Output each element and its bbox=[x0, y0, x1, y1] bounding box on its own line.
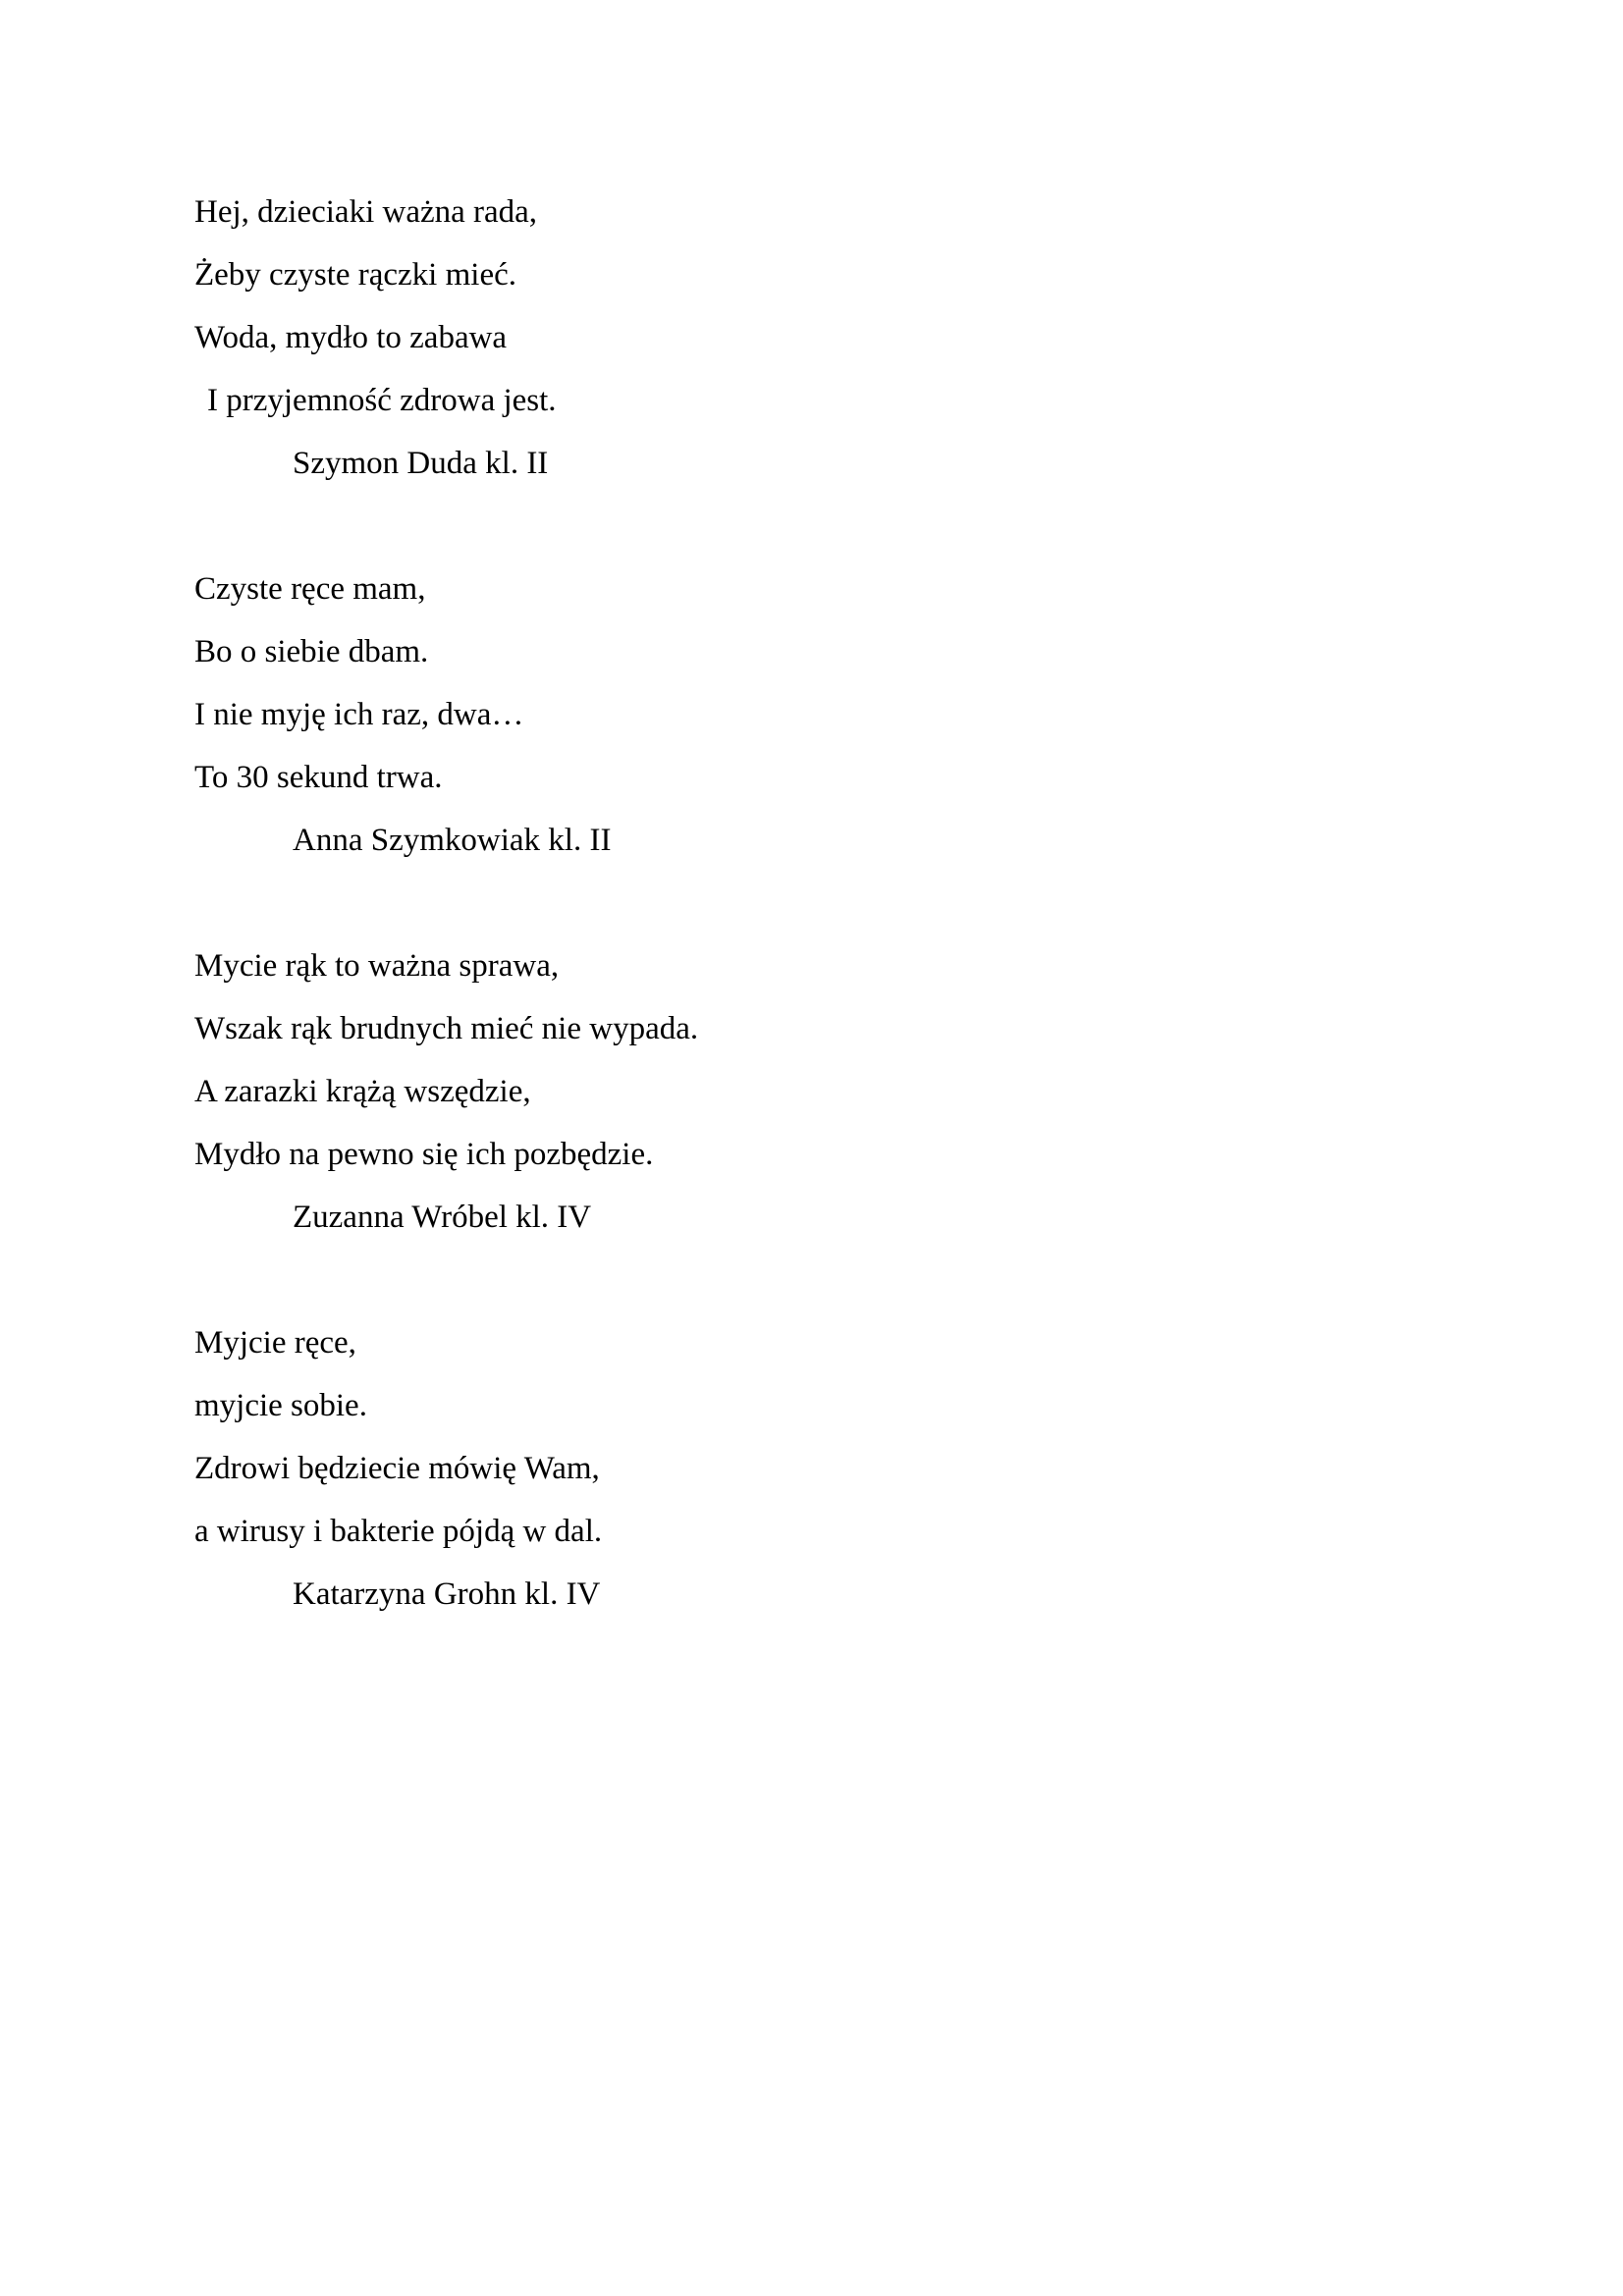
poem-line: Zdrowi będziecie mówię Wam, bbox=[194, 1451, 600, 1486]
poem-line: Hej, dzieciaki ważna rada, bbox=[194, 194, 538, 230]
poem-line: I przyjemność zdrowa jest. bbox=[207, 383, 557, 418]
poem-line: a wirusy i bakterie pójdą w dal. bbox=[194, 1514, 603, 1549]
poem-line: A zarazki krążą wszędzie, bbox=[194, 1074, 531, 1109]
poem-line: Woda, mydło to zabawa bbox=[194, 320, 508, 355]
poem-line: I nie myję ich raz, dwa… bbox=[194, 697, 524, 732]
poem-author: Anna Szymkowiak kl. II bbox=[293, 823, 612, 858]
poem-author: Zuzanna Wróbel kl. IV bbox=[293, 1200, 592, 1235]
poem-line: Wszak rąk brudnych mieć nie wypada. bbox=[194, 1011, 699, 1046]
poem-author: Katarzyna Grohn kl. IV bbox=[293, 1576, 601, 1612]
poem-line: Mydło na pewno się ich pozbędzie. bbox=[194, 1137, 654, 1172]
poem-line: Myjcie ręce, bbox=[194, 1325, 356, 1361]
poem-line: Bo o siebie dbam. bbox=[194, 634, 429, 669]
poem-author: Szymon Duda kl. II bbox=[293, 446, 549, 481]
poem-line: Żeby czyste rączki mieć. bbox=[194, 257, 516, 293]
poem-line: Mycie rąk to ważna sprawa, bbox=[194, 948, 560, 984]
poem-line: To 30 sekund trwa. bbox=[194, 760, 443, 795]
poem-line: myjcie sobie. bbox=[194, 1388, 367, 1423]
poem-line: Czyste ręce mam, bbox=[194, 571, 426, 607]
